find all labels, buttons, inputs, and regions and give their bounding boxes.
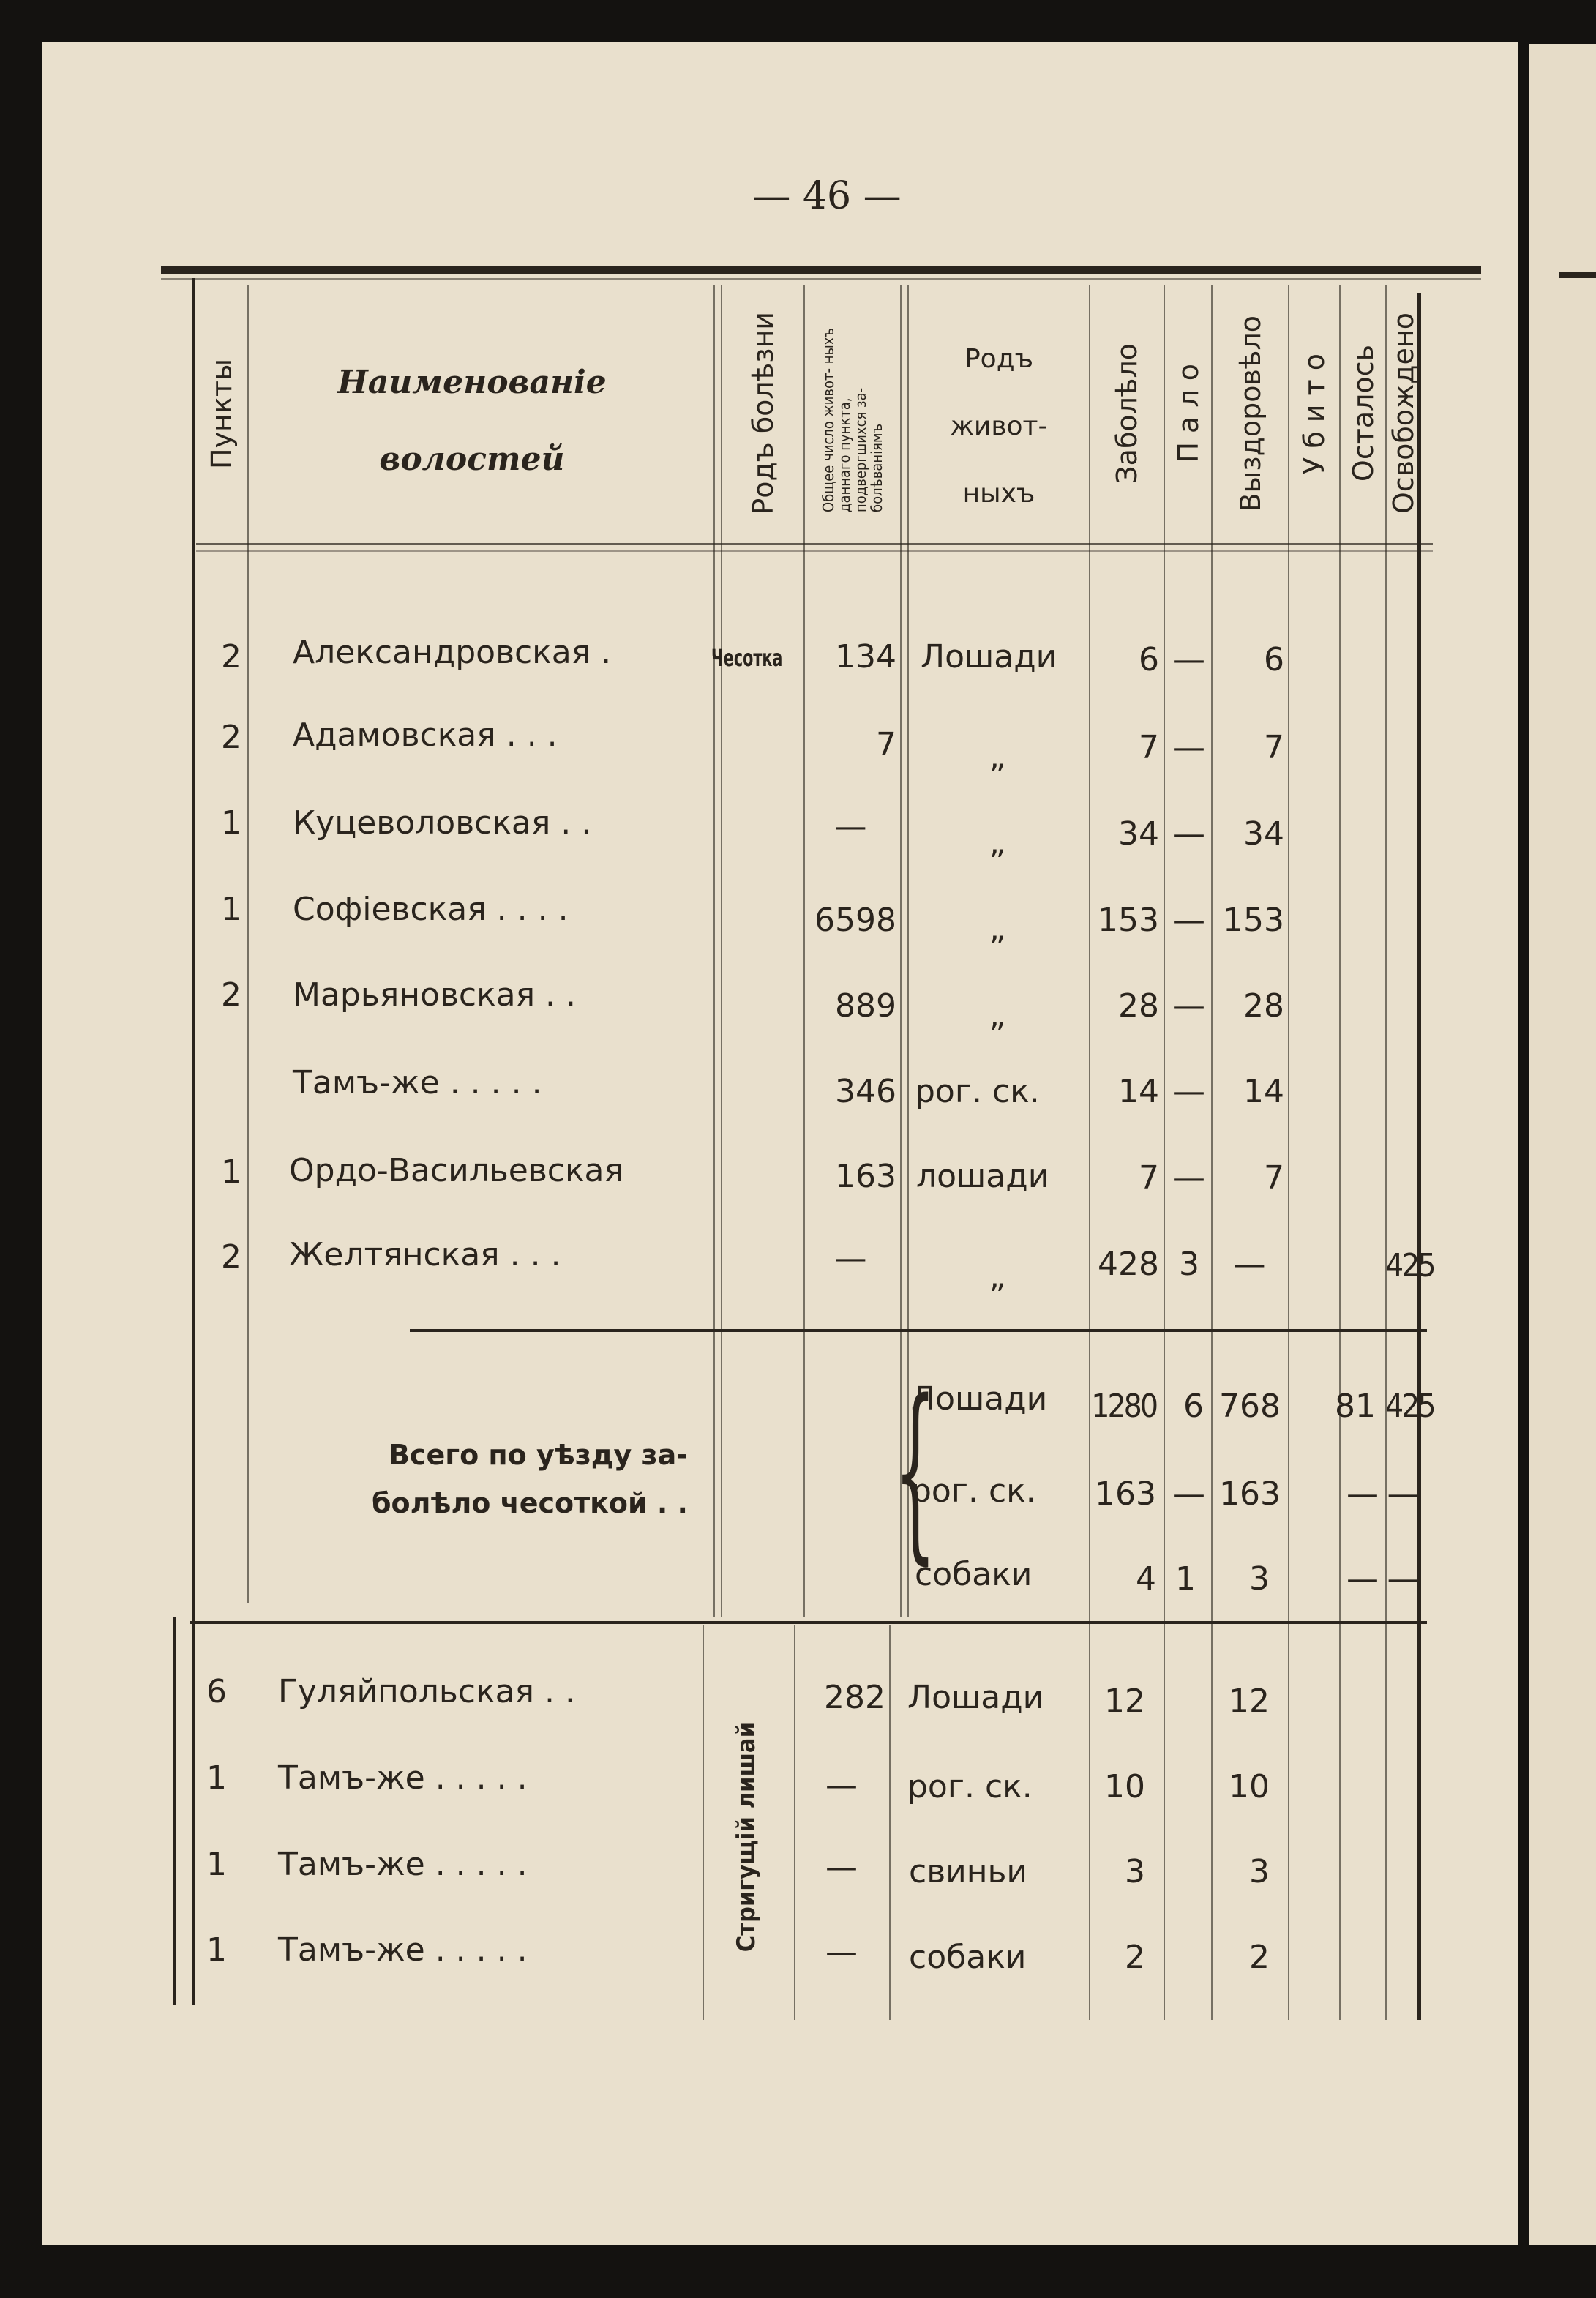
col-line	[1164, 285, 1165, 2020]
col-line	[1339, 285, 1341, 2020]
row-vyzdorovelo: —	[1233, 1246, 1266, 1283]
row-palo: —	[1173, 1159, 1205, 1197]
total-animal: собаки	[915, 1556, 1033, 1593]
row-punkt: 1	[206, 1931, 227, 1969]
row-name: Гуляйпольская . .	[278, 1673, 575, 1710]
row-name: Куцеволовская . .	[293, 804, 592, 842]
row-zabolelo: 14	[1118, 1073, 1159, 1110]
row-vyzdorovelo: 28	[1243, 987, 1284, 1025]
row-vyzdorovelo: 2	[1249, 1939, 1270, 1976]
row-vyzdorovelo: 7	[1264, 1159, 1284, 1197]
row-palo: —	[1173, 987, 1205, 1025]
total-osvobozhdeno: 425	[1385, 1388, 1434, 1425]
row-total: —	[825, 1767, 858, 1804]
row-total: 889	[835, 987, 896, 1025]
total-zabolelo: 163	[1095, 1475, 1156, 1513]
header-separator-thin	[196, 550, 1433, 552]
row-vyzdorovelo: 6	[1264, 641, 1284, 678]
row-total: 7	[876, 726, 896, 763]
col-line	[889, 1625, 891, 2020]
total-palo: 1	[1175, 1560, 1196, 1598]
row-animal: рог. ск.	[915, 1073, 1040, 1110]
row-name: Софіевская . . . .	[293, 891, 569, 928]
row-palo: 3	[1179, 1246, 1199, 1283]
row-palo: —	[1173, 641, 1205, 678]
row-animal: Лошади	[921, 638, 1057, 675]
col-line	[713, 285, 715, 1617]
row-osvobozhdeno: 425	[1385, 1247, 1434, 1284]
header-zabolelo: Заболѣло	[1111, 343, 1143, 484]
row-zabolelo: 3	[1125, 1853, 1145, 1890]
row-palo: —	[1173, 902, 1205, 939]
total-zabolelo: 1280	[1091, 1388, 1156, 1425]
row-punkt: 1	[221, 891, 241, 928]
row-zabolelo: 7	[1139, 1159, 1159, 1197]
col-line	[1089, 285, 1090, 2020]
row-name: Тамъ-же . . . . .	[293, 1064, 542, 1101]
col-line	[1385, 285, 1387, 2020]
row-animal: „	[989, 824, 1006, 861]
row-vyzdorovelo: 12	[1229, 1683, 1270, 1720]
header-separator	[196, 543, 1433, 545]
row-animal: Лошади	[907, 1679, 1044, 1716]
row-total: —	[825, 1934, 858, 1971]
row-punkt: 1	[206, 1759, 227, 1797]
row-vyzdorovelo: 14	[1243, 1073, 1284, 1110]
row-palo: —	[1173, 815, 1205, 853]
row-animal: свиньи	[909, 1853, 1028, 1890]
row-palo: —	[1173, 729, 1205, 766]
row-zabolelo: 34	[1118, 815, 1159, 853]
row-zabolelo: 153	[1098, 902, 1159, 939]
row-total: —	[834, 1240, 867, 1277]
page-number: — 46 —	[752, 174, 902, 218]
total-ostalos: —	[1346, 1475, 1379, 1513]
row-punkt: 1	[221, 1153, 241, 1191]
row-zabolelo: 6	[1139, 641, 1159, 678]
total-palo: 6	[1183, 1388, 1204, 1425]
row-animal: „	[989, 910, 1006, 948]
row-punkt: 1	[221, 804, 241, 842]
row-total: 6598	[814, 902, 896, 939]
row-punkt: 2	[221, 976, 241, 1014]
total-animal: Лошади	[911, 1380, 1048, 1418]
total-vyzdorovelo: 163	[1219, 1475, 1281, 1513]
row-palo: —	[1173, 1073, 1205, 1110]
table-left-border	[192, 278, 195, 2005]
header-ubito: У б и т о	[1298, 353, 1330, 474]
row-punkt: 2	[221, 638, 241, 675]
table-right-border	[1417, 293, 1421, 2020]
row-name: Тамъ-же . . . . .	[278, 1759, 528, 1797]
total-vyzdorovelo: 3	[1249, 1560, 1270, 1598]
row-zabolelo: 2	[1125, 1939, 1145, 1976]
row-punkt: 6	[206, 1673, 227, 1710]
row-zabolelo: 10	[1104, 1768, 1145, 1805]
header-ostalos: Осталось	[1346, 345, 1379, 482]
table-left-border-lower	[173, 1617, 176, 2005]
header-osvobozhdeno: Освобождено	[1387, 312, 1420, 514]
header-punkty: Пункты	[206, 358, 238, 469]
row-animal: „	[989, 738, 1006, 776]
row-animal: собаки	[909, 1939, 1027, 1976]
total-osvobozhdeno: —	[1387, 1560, 1420, 1598]
row-vyzdorovelo: 3	[1249, 1853, 1270, 1890]
row-punkt: 2	[221, 719, 241, 756]
row-name: Александровская .	[293, 634, 612, 671]
header-total-animals: Общее число живот- ныхъ даннаго пункта, подвергшихся за- болѣваніямъ	[819, 327, 885, 512]
header-name: Наименованіе волостей	[337, 364, 607, 478]
col-line	[1211, 285, 1213, 2020]
row-vyzdorovelo: 10	[1229, 1768, 1270, 1805]
col-line	[247, 285, 249, 1603]
row-vyzdorovelo: 7	[1264, 729, 1284, 766]
total-ostalos: —	[1346, 1560, 1379, 1598]
row-animal: рог. ск.	[907, 1768, 1033, 1805]
row-vyzdorovelo: 34	[1243, 815, 1284, 853]
row-punkt: 1	[206, 1846, 227, 1883]
total-vyzdorovelo: 768	[1219, 1388, 1281, 1425]
totals-label: Всего по уѣзду за- болѣло чесоткой . .	[372, 1439, 688, 1519]
col-line	[1288, 285, 1289, 2020]
row-animal: „	[989, 997, 1006, 1034]
row-total: 346	[835, 1073, 896, 1110]
row-total: —	[825, 1849, 858, 1886]
row-name: Адамовская . . .	[293, 716, 558, 754]
col-line	[703, 1625, 704, 2020]
row-total: 163	[835, 1158, 896, 1195]
next-page-edge	[1529, 44, 1596, 2254]
row-animal: лошади	[916, 1158, 1049, 1195]
row-zabolelo: 428	[1098, 1246, 1159, 1283]
row-name: Желтянская . . .	[289, 1236, 561, 1273]
row-total: 134	[835, 638, 896, 675]
row-name: Тамъ-же . . . . .	[278, 1931, 528, 1969]
row-total: 282	[824, 1679, 885, 1716]
header-top-rule	[161, 266, 1481, 274]
header-vyzdorovelo: Выздоровѣло	[1234, 315, 1267, 512]
totals-brace: {	[893, 1361, 937, 1582]
row-name: Ордо-Васильевская	[289, 1152, 623, 1189]
disease-label-lishai: Стригущій лишай	[732, 1721, 761, 1953]
header-disease: Родъ болѣзни	[746, 312, 779, 515]
disease-label-chesotka: Чесотка	[711, 644, 783, 672]
row-vyzdorovelo: 153	[1223, 902, 1284, 939]
row-zabolelo: 12	[1104, 1683, 1145, 1720]
section-separator-rule	[190, 1621, 1427, 1624]
row-animal: „	[989, 1258, 1006, 1295]
total-zabolelo: 4	[1136, 1560, 1156, 1598]
total-ubito: 81	[1335, 1388, 1376, 1425]
scan-border	[0, 2245, 1596, 2298]
next-page-rule	[1559, 272, 1596, 278]
col-line	[794, 1625, 795, 2020]
header-palo: П а л о	[1172, 364, 1205, 463]
section-total-rule	[410, 1329, 1427, 1332]
row-name: Тамъ-же . . . . .	[278, 1846, 528, 1883]
header-top-rule-thin	[161, 278, 1481, 280]
total-palo: —	[1173, 1475, 1205, 1513]
row-total: —	[834, 808, 867, 845]
row-punkt: 2	[221, 1238, 241, 1276]
col-line	[803, 285, 805, 1617]
header-animal-kind: Родъ живот- ныхъ	[950, 344, 1048, 509]
row-zabolelo: 7	[1139, 729, 1159, 766]
total-animal: рог. ск.	[911, 1472, 1036, 1510]
total-osvobozhdeno: —	[1387, 1475, 1420, 1513]
col-line	[721, 285, 722, 1617]
row-zabolelo: 28	[1118, 987, 1159, 1025]
row-name: Марьяновская . .	[293, 976, 577, 1014]
